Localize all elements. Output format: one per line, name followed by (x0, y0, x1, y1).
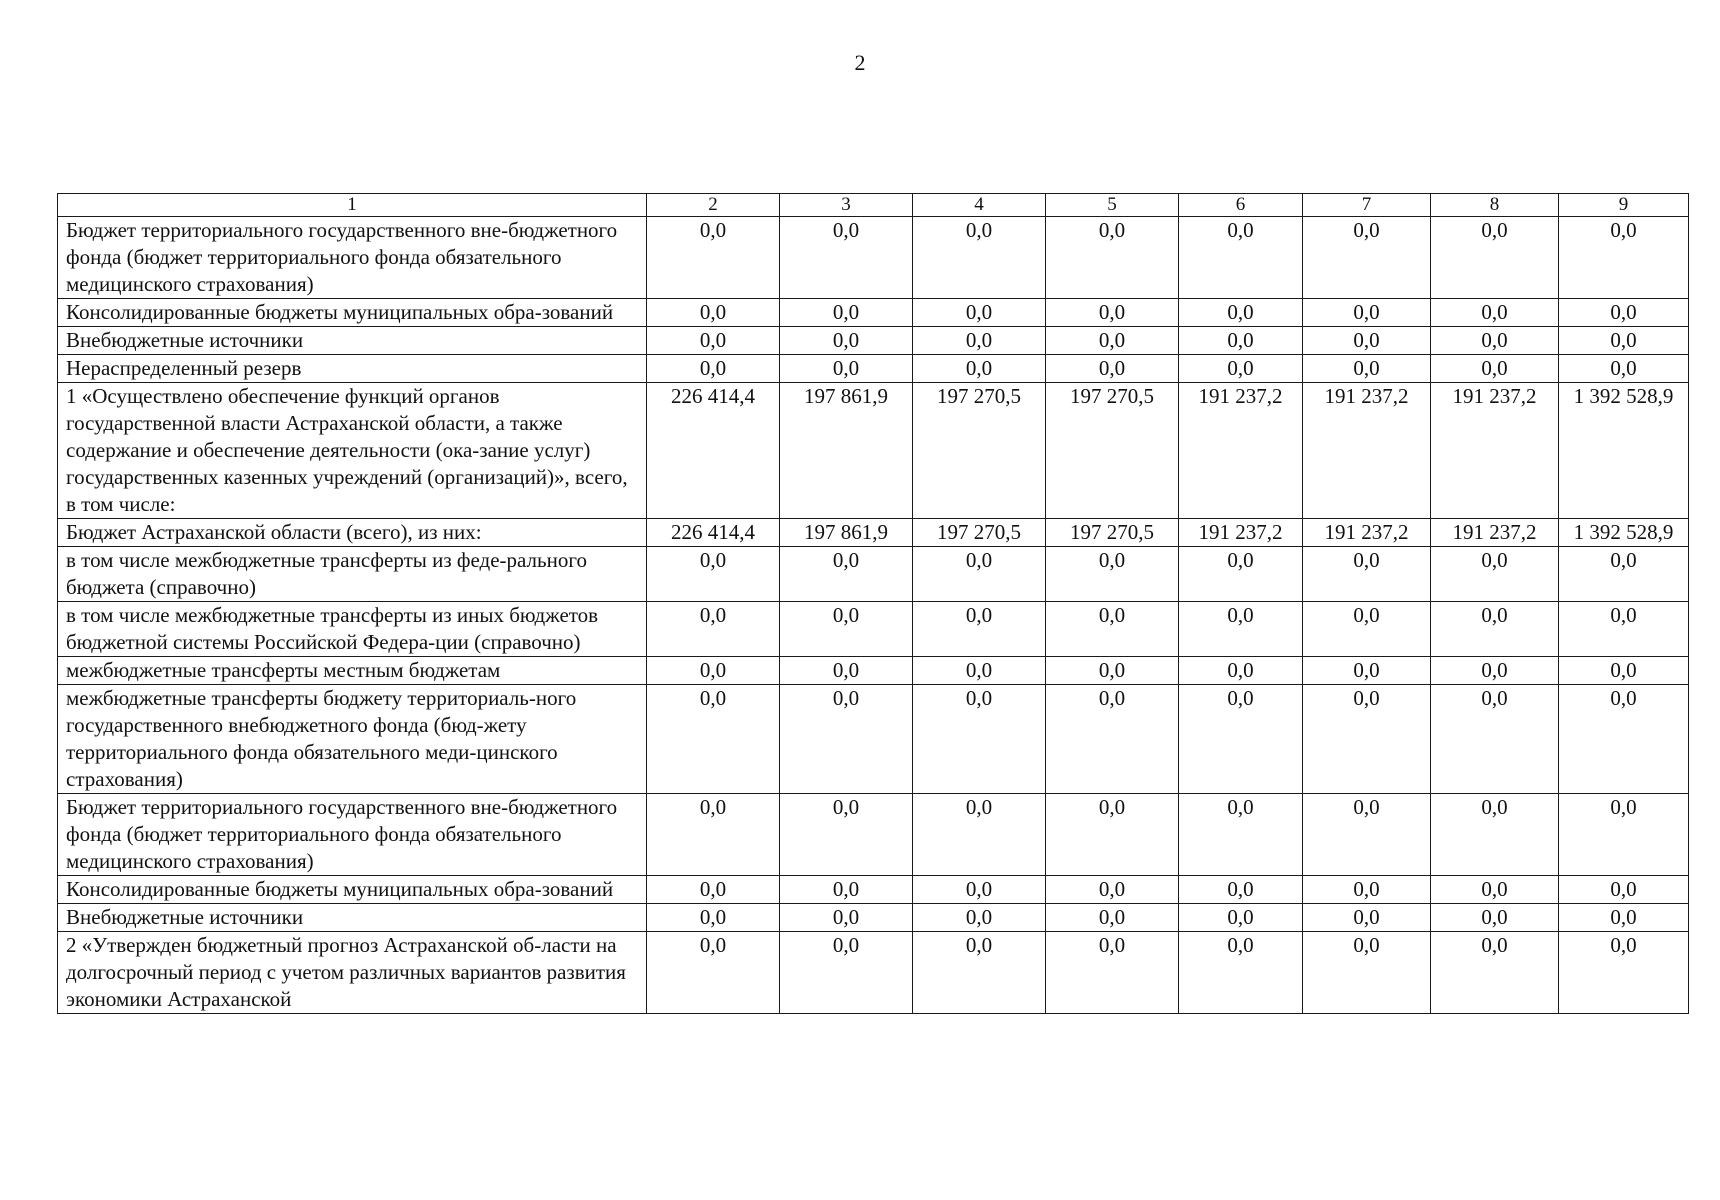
cell-value: 0,0 (1179, 217, 1303, 299)
cell-value: 0,0 (1559, 876, 1689, 904)
cell-value: 0,0 (647, 327, 780, 355)
row-label: Бюджет территориального государственного вне-бюджетного фонда (бюджет территориального фонда обязательного медицинского страхования) (58, 217, 647, 299)
cell-value: 0,0 (913, 602, 1046, 657)
cell-value: 1 392 528,9 (1559, 383, 1689, 519)
cell-value: 0,0 (1046, 547, 1179, 602)
cell-value: 0,0 (780, 685, 913, 794)
table-row (58, 299, 1689, 327)
cell-value: 0,0 (780, 876, 913, 904)
column-header: 1 (58, 194, 647, 217)
table-row (58, 217, 1689, 299)
cell-value: 0,0 (780, 794, 913, 876)
row-label: Внебюджетные источники (58, 904, 647, 932)
cell-value: 0,0 (1179, 602, 1303, 657)
cell-value: 0,0 (647, 217, 780, 299)
cell-value: 0,0 (780, 327, 913, 355)
table-row (58, 685, 1689, 794)
cell-value: 0,0 (1046, 602, 1179, 657)
cell-value: 0,0 (913, 217, 1046, 299)
table-row (58, 904, 1689, 932)
cell-value: 0,0 (1179, 932, 1303, 1014)
cell-value: 0,0 (647, 904, 780, 932)
table-row (58, 547, 1689, 602)
cell-value: 191 237,2 (1179, 383, 1303, 519)
cell-value: 0,0 (647, 355, 780, 383)
cell-value: 0,0 (1431, 355, 1559, 383)
row-label: 2 «Утвержден бюджетный прогноз Астраханской об-ласти на долгосрочный период с учетом различных вариантов развития экономики Астраханской (58, 932, 647, 1014)
column-header: 7 (1303, 194, 1431, 217)
cell-value: 0,0 (647, 794, 780, 876)
cell-value: 0,0 (913, 685, 1046, 794)
cell-value: 0,0 (780, 355, 913, 383)
column-header: 4 (913, 194, 1046, 217)
cell-value: 191 237,2 (1303, 383, 1431, 519)
cell-value: 0,0 (1179, 657, 1303, 685)
cell-value: 0,0 (1431, 327, 1559, 355)
cell-value: 0,0 (913, 355, 1046, 383)
cell-value: 0,0 (1046, 217, 1179, 299)
cell-value: 0,0 (647, 657, 780, 685)
column-header: 2 (647, 194, 780, 217)
row-label: Бюджет Астраханской области (всего), из них: (58, 519, 647, 547)
cell-value: 0,0 (913, 932, 1046, 1014)
page-number: 2 (854, 50, 866, 75)
cell-value: 0,0 (1559, 685, 1689, 794)
cell-value: 0,0 (1559, 602, 1689, 657)
cell-value: 0,0 (1559, 355, 1689, 383)
cell-value: 0,0 (1431, 685, 1559, 794)
cell-value: 0,0 (1303, 355, 1431, 383)
cell-value: 0,0 (913, 547, 1046, 602)
cell-value: 0,0 (1179, 876, 1303, 904)
row-label: Бюджет территориального государственного вне-бюджетного фонда (бюджет территориального фонда обязательного медицинского страхования) (58, 794, 647, 876)
table-row (58, 327, 1689, 355)
cell-value: 0,0 (913, 876, 1046, 904)
table-row (58, 876, 1689, 904)
cell-value: 0,0 (1431, 547, 1559, 602)
cell-value: 0,0 (1303, 904, 1431, 932)
cell-value: 0,0 (1559, 657, 1689, 685)
cell-value: 197 270,5 (913, 383, 1046, 519)
column-header: 5 (1046, 194, 1179, 217)
cell-value: 0,0 (647, 299, 780, 327)
cell-value: 0,0 (1559, 904, 1689, 932)
row-label: в том числе межбюджетные трансферты из феде-рального бюджета (справочно) (58, 547, 647, 602)
cell-value: 0,0 (780, 217, 913, 299)
cell-value: 0,0 (1303, 876, 1431, 904)
table-row (58, 657, 1689, 685)
row-label: в том числе межбюджетные трансферты из иных бюджетов бюджетной системы Российской Федера-ции (справочно) (58, 602, 647, 657)
cell-value: 0,0 (1559, 217, 1689, 299)
cell-value: 1 392 528,9 (1559, 519, 1689, 547)
cell-value: 0,0 (1046, 685, 1179, 794)
row-label: Нераспределенный резерв (58, 355, 647, 383)
row-label: межбюджетные трансферты местным бюджетам (58, 657, 647, 685)
cell-value: 0,0 (647, 602, 780, 657)
cell-value: 0,0 (780, 904, 913, 932)
row-label: Консолидированные бюджеты муниципальных обра-зований (58, 299, 647, 327)
cell-value: 0,0 (647, 932, 780, 1014)
table-row (58, 602, 1689, 657)
cell-value: 0,0 (1179, 904, 1303, 932)
row-label: межбюджетные трансферты бюджету территориаль-ного государственного внебюджетного фонда (бюд-жету территориального фонда обязательного меди-цинского страхования) (58, 685, 647, 794)
cell-value: 0,0 (1559, 299, 1689, 327)
cell-value: 0,0 (1559, 547, 1689, 602)
table-row (58, 519, 1689, 547)
row-label: 1 «Осуществлено обеспечение функций органов государственной власти Астраханской области, а также содержание и обеспечение деятельности (ока-зание услуг) государственных казенных учреждений (организаций)», всего, в том числе: (58, 383, 647, 519)
cell-value: 0,0 (1179, 327, 1303, 355)
cell-value: 0,0 (647, 876, 780, 904)
column-header: 9 (1559, 194, 1689, 217)
cell-value: 0,0 (1431, 657, 1559, 685)
cell-value: 0,0 (1431, 794, 1559, 876)
cell-value: 0,0 (1046, 904, 1179, 932)
cell-value: 0,0 (1303, 794, 1431, 876)
table-row (58, 355, 1689, 383)
cell-value: 0,0 (1303, 685, 1431, 794)
cell-value: 226 414,4 (647, 519, 780, 547)
cell-value: 191 237,2 (1431, 383, 1559, 519)
cell-value: 0,0 (1303, 547, 1431, 602)
cell-value: 0,0 (913, 327, 1046, 355)
cell-value: 0,0 (780, 299, 913, 327)
cell-value: 197 270,5 (1046, 519, 1179, 547)
cell-value: 0,0 (1046, 355, 1179, 383)
cell-value: 0,0 (1303, 602, 1431, 657)
cell-value: 0,0 (1431, 932, 1559, 1014)
cell-value: 0,0 (780, 657, 913, 685)
budget-table (57, 193, 1689, 1014)
cell-value: 0,0 (1431, 217, 1559, 299)
table-row (58, 794, 1689, 876)
cell-value: 0,0 (1303, 932, 1431, 1014)
cell-value: 0,0 (1179, 685, 1303, 794)
table-row (58, 932, 1689, 1014)
table-header-row (58, 194, 1689, 217)
cell-value: 0,0 (1303, 327, 1431, 355)
cell-value: 0,0 (1431, 904, 1559, 932)
cell-value: 0,0 (1431, 299, 1559, 327)
cell-value: 191 237,2 (1431, 519, 1559, 547)
cell-value: 0,0 (780, 932, 913, 1014)
cell-value: 0,0 (1303, 657, 1431, 685)
cell-value: 0,0 (1559, 932, 1689, 1014)
cell-value: 0,0 (1179, 355, 1303, 383)
cell-value: 0,0 (1303, 217, 1431, 299)
cell-value: 197 861,9 (780, 383, 913, 519)
cell-value: 0,0 (1559, 794, 1689, 876)
cell-value: 0,0 (1179, 547, 1303, 602)
column-header: 8 (1431, 194, 1559, 217)
cell-value: 0,0 (780, 547, 913, 602)
column-header: 3 (780, 194, 913, 217)
cell-value: 197 270,5 (913, 519, 1046, 547)
cell-value: 0,0 (1431, 876, 1559, 904)
row-label: Консолидированные бюджеты муниципальных обра-зований (58, 876, 647, 904)
cell-value: 197 861,9 (780, 519, 913, 547)
cell-value: 0,0 (780, 602, 913, 657)
cell-value: 0,0 (1046, 299, 1179, 327)
cell-value: 0,0 (913, 904, 1046, 932)
cell-value: 191 237,2 (1303, 519, 1431, 547)
cell-value: 0,0 (913, 794, 1046, 876)
cell-value: 0,0 (1046, 794, 1179, 876)
cell-value: 0,0 (1559, 327, 1689, 355)
cell-value: 0,0 (1179, 299, 1303, 327)
cell-value: 0,0 (1046, 876, 1179, 904)
cell-value: 0,0 (1179, 794, 1303, 876)
row-label: Внебюджетные источники (58, 327, 647, 355)
cell-value: 197 270,5 (1046, 383, 1179, 519)
cell-value: 191 237,2 (1179, 519, 1303, 547)
table-row (58, 383, 1689, 519)
cell-value: 0,0 (913, 299, 1046, 327)
cell-value: 0,0 (1431, 602, 1559, 657)
cell-value: 0,0 (913, 657, 1046, 685)
cell-value: 0,0 (1046, 327, 1179, 355)
cell-value: 226 414,4 (647, 383, 780, 519)
cell-value: 0,0 (647, 547, 780, 602)
column-header: 6 (1179, 194, 1303, 217)
cell-value: 0,0 (1303, 299, 1431, 327)
cell-value: 0,0 (647, 685, 780, 794)
cell-value: 0,0 (1046, 932, 1179, 1014)
cell-value: 0,0 (1046, 657, 1179, 685)
